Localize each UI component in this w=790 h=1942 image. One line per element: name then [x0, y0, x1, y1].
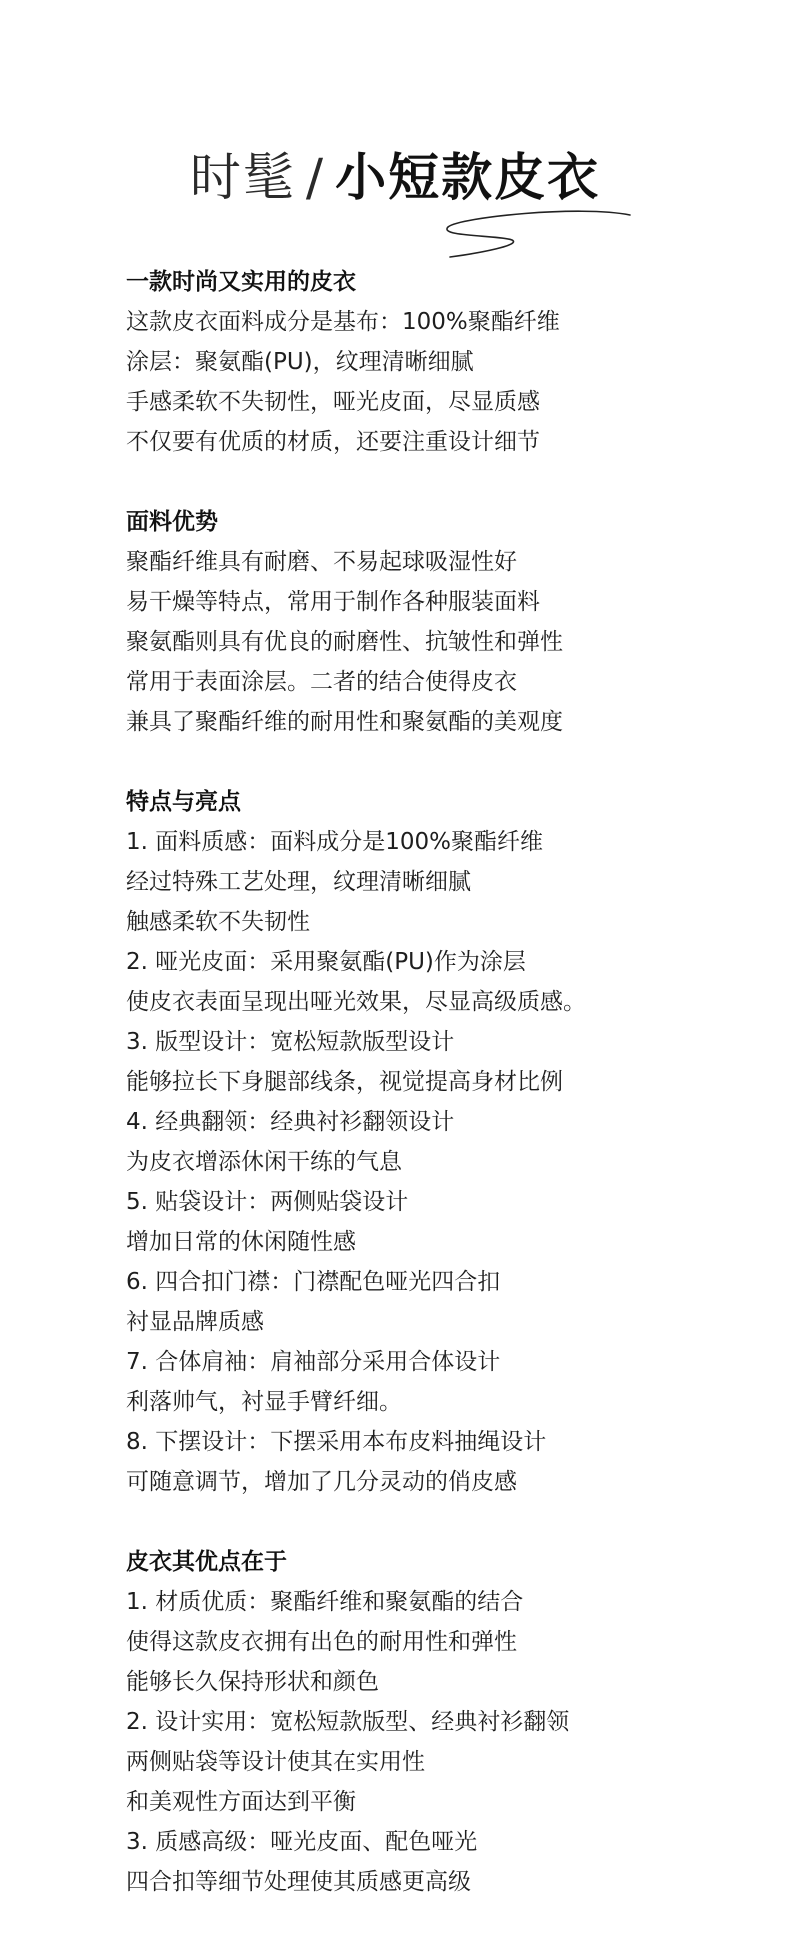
section-line: 不仅要有优质的材质，还要注重设计细节 — [126, 429, 540, 455]
section-line: 两侧贴袋等设计使其在实用性 — [126, 1749, 425, 1775]
section-line: 触感柔软不失韧性 — [126, 909, 310, 935]
section-line: 和美观性方面达到平衡 — [126, 1789, 356, 1815]
decorative-squiggle-icon — [440, 205, 640, 265]
section-line: 兼具了聚酯纤维的耐用性和聚氨酯的美观度 — [126, 709, 563, 735]
section-line: 6. 四合扣门襟：门襟配色哑光四合扣 — [126, 1269, 501, 1295]
section-line: 常用于表面涂层。二者的结合使得皮衣 — [126, 669, 517, 695]
text-section — [126, 1542, 766, 1902]
title-bold-text: 小短款皮衣 — [335, 149, 601, 208]
section-line: 1. 面料质感：面料成分是100%聚酯纤维 — [126, 829, 544, 855]
title-separator: / — [305, 149, 326, 208]
section-line: 可随意调节，增加了几分灵动的俏皮感 — [126, 1469, 517, 1495]
description-content — [126, 262, 766, 1942]
section-line: 能够长久保持形状和颜色 — [126, 1669, 379, 1695]
section-line: 手感柔软不失韧性，哑光皮面，尽显质感 — [126, 389, 540, 415]
section-line: 7. 合体肩袖：肩袖部分采用合体设计 — [126, 1349, 501, 1375]
text-section — [126, 782, 766, 1502]
section-line: 8. 下摆设计：下摆采用本布皮料抽绳设计 — [126, 1429, 547, 1455]
section-line: 2. 哑光皮面：采用聚氨酯(PU)作为涂层 — [126, 949, 526, 975]
section-line: 4. 经典翻领：经典衬衫翻领设计 — [126, 1109, 455, 1135]
page-title — [0, 148, 790, 210]
section-line: 利落帅气，衬显手臂纤细。 — [126, 1389, 402, 1415]
section-line: 1. 材质优质：聚酯纤维和聚氨酯的结合 — [126, 1589, 524, 1615]
section-line: 2. 设计实用：宽松短款版型、经典衬衫翻领 — [126, 1709, 570, 1735]
section-line: 涂层：聚氨酯(PU)，纹理清晰细腻 — [126, 349, 474, 375]
section-line: 3. 版型设计：宽松短款版型设计 — [126, 1029, 455, 1055]
section-line: 衬显品牌质感 — [126, 1309, 264, 1335]
section-line: 这款皮衣面料成分是基布：100%聚酯纤维 — [126, 309, 560, 335]
section-line: 3. 质感高级：哑光皮面、配色哑光 — [126, 1829, 478, 1855]
section-line: 为皮衣增添休闲干练的气息 — [126, 1149, 402, 1175]
section-line: 经过特殊工艺处理，纹理清晰细腻 — [126, 869, 471, 895]
section-line: 聚酯纤维具有耐磨、不易起球吸湿性好 — [126, 549, 517, 575]
section-line: 易干燥等特点，常用于制作各种服装面料 — [126, 589, 540, 615]
section-heading: 皮衣其优点在于 — [126, 1549, 287, 1575]
text-section — [126, 502, 766, 742]
section-heading: 面料优势 — [126, 509, 218, 535]
section-line: 聚氨酯则具有优良的耐磨性、抗皱性和弹性 — [126, 629, 563, 655]
section-line: 能够拉长下身腿部线条，视觉提高身材比例 — [126, 1069, 563, 1095]
section-heading: 特点与亮点 — [126, 789, 241, 815]
section-line: 5. 贴袋设计：两侧贴袋设计 — [126, 1189, 409, 1215]
section-line: 使皮衣表面呈现出哑光效果，尽显高级质感。 — [126, 989, 586, 1015]
section-heading: 一款时尚又实用的皮衣 — [126, 269, 356, 295]
section-line: 使得这款皮衣拥有出色的耐用性和弹性 — [126, 1629, 517, 1655]
section-line: 四合扣等细节处理使其质感更高级 — [126, 1869, 471, 1895]
title-light-text: 时髦 — [189, 149, 296, 208]
text-section — [126, 262, 766, 462]
section-line: 增加日常的休闲随性感 — [126, 1229, 356, 1255]
